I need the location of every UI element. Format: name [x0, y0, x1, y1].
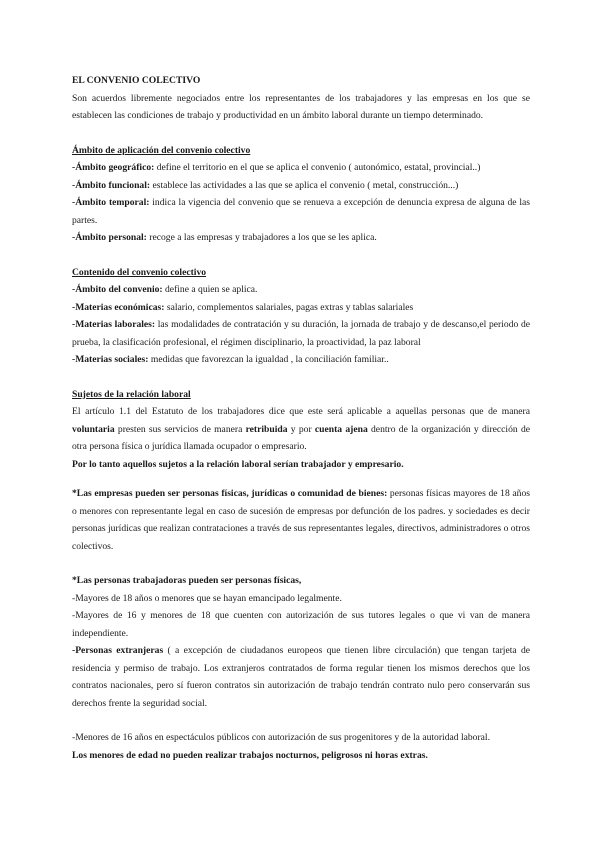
item-label: -Personas extranjeras — [72, 645, 164, 656]
item-text: salario, complementos salariales, pagas extras y tablas salariales — [164, 301, 414, 313]
ambito-item-funcional — [72, 177, 530, 195]
item-text: las modalidades de contratación y su duración, la jornada de trabajo y de descanso,el periodo de prueba, la clasificación profesional, el régimen disciplinario, la proactividad, la paz laboral — [72, 319, 530, 348]
trabajadoras-item: -Mayores de 16 y menores de 18 que cuenten con autorización de sus tutores legales o que vi van de manera independiente. — [72, 610, 530, 639]
empresas-text: personas físicas mayores de 18 años o menores con representante legal en caso de sucesión de empresas por defunción de los padres. y sociedades es decir personas jurídicas que realizan contrataciones a través de sus representantes legales, directivos, administradores o otros colectivos. — [72, 488, 530, 552]
conclusion-text: Por lo tanto aquellos sujetos a la relación laboral serían trabajador y empresario. — [72, 458, 404, 470]
empresas-label: *Las empresas pueden ser personas físicas, jurídicas o comunidad de bienes: — [72, 488, 388, 499]
articulo-paragraph — [72, 403, 530, 456]
item-text: define a quien se aplica. — [162, 284, 258, 295]
item-text: medidas que favorezcan la igualdad , la conciliación familiar.. — [148, 354, 389, 365]
item-label: -Ámbito del convenio: — [72, 284, 163, 295]
section-heading-ambito: Ámbito de aplicación del convenio colectivo — [72, 144, 251, 156]
section-heading-contenido: Contenido del convenio colectivo — [72, 266, 207, 278]
intro-paragraph: Son acuerdos libremente negociados entre los representantes de los trabajadores y las empresas en los que se establecen las condiciones de trabajo y productividad en un ámbito laboral durante un tiempo determinado. — [72, 92, 530, 121]
item-label: -Ámbito personal: — [72, 232, 147, 243]
ambito-item-personal — [72, 229, 530, 247]
bold-term-voluntaria: voluntaria — [72, 423, 115, 435]
item-text: ( a excepción de ciudadanos europeos que tienen libre circulación) que tengan tarjeta de residencia y permiso de trabajo. Los extranjeros contratados de forma regular tienen los mismos derechos que los contratos nacionales, pero sí fueron contratos sin autorización de trabajo tendrán contrato nulo pero conservarán sus derechos frente la seguridad social. — [72, 645, 531, 709]
ambito-item-geografico — [72, 159, 530, 177]
document-page — [72, 72, 530, 764]
bold-term-retribuida: retribuida — [245, 423, 288, 435]
item-label: -Materias sociales: — [72, 354, 149, 365]
contenido-item-laborales — [72, 316, 530, 351]
menores-paragraph: -Menores de 16 años en espectáculos públicos con autorización de sus progenitores y de la autoridad laboral. — [72, 732, 490, 743]
document-title: EL CONVENIO COLECTIVO — [72, 75, 201, 86]
section-heading-sujetos: Sujetos de la relación laboral — [72, 388, 191, 400]
empresas-paragraph — [72, 485, 530, 555]
menores-restriction-text: Los menores de edad no pueden realizar trabajos nocturnos, peligrosos ni horas extras. — [72, 749, 428, 761]
text-run: dentro de la organización y dirección de otra persona física o jurídica llamada ocupador o empresario. — [72, 423, 530, 452]
bold-term-cuenta-ajena: cuenta ajena — [314, 423, 368, 435]
trabajadoras-item: -Mayores de 18 años o menores que se hayan emancipado legalmente. — [72, 592, 342, 604]
trabajadoras-label: *Las personas trabajadoras pueden ser personas físicas, — [72, 575, 302, 586]
contenido-item-economicas — [72, 299, 530, 317]
item-text: define el territorio en el que se aplica el convenio ( autonómico, estatal, provincial..) — [154, 162, 481, 173]
conclusion-paragraph — [72, 456, 530, 474]
trabajadoras-item-extranjeras — [72, 642, 530, 712]
contenido-item-sociales — [72, 351, 530, 369]
item-label: -Materias laborales: — [72, 319, 156, 330]
contenido-item-ambito — [72, 281, 530, 299]
item-text: indica la vigencia del convenio que se renueva a excepción de denuncia expresa de alguna de las partes. — [72, 197, 531, 226]
text-run: y por — [287, 423, 315, 435]
item-label: -Ámbito funcional: — [72, 179, 151, 191]
item-label: -Ámbito temporal: — [72, 197, 150, 208]
ambito-item-temporal — [72, 194, 530, 229]
item-text: establece las actividades a las que se aplica el convenio ( metal, construcción...) — [150, 179, 459, 191]
text-run: El artículo 1.1 del Estatuto de los trabajadores dice que este será aplicable a aquellas personas que de manera — [72, 406, 530, 417]
menores-restriction — [72, 747, 530, 765]
item-label: -Materias económicas: — [72, 301, 165, 313]
trabajadoras-heading — [72, 572, 530, 590]
text-run: presten sus servicios de manera — [114, 423, 246, 435]
item-text: recoge a las empresas y trabajadores a los que se les aplica. — [146, 232, 377, 243]
item-label: -Ámbito geográfico: — [72, 162, 155, 173]
